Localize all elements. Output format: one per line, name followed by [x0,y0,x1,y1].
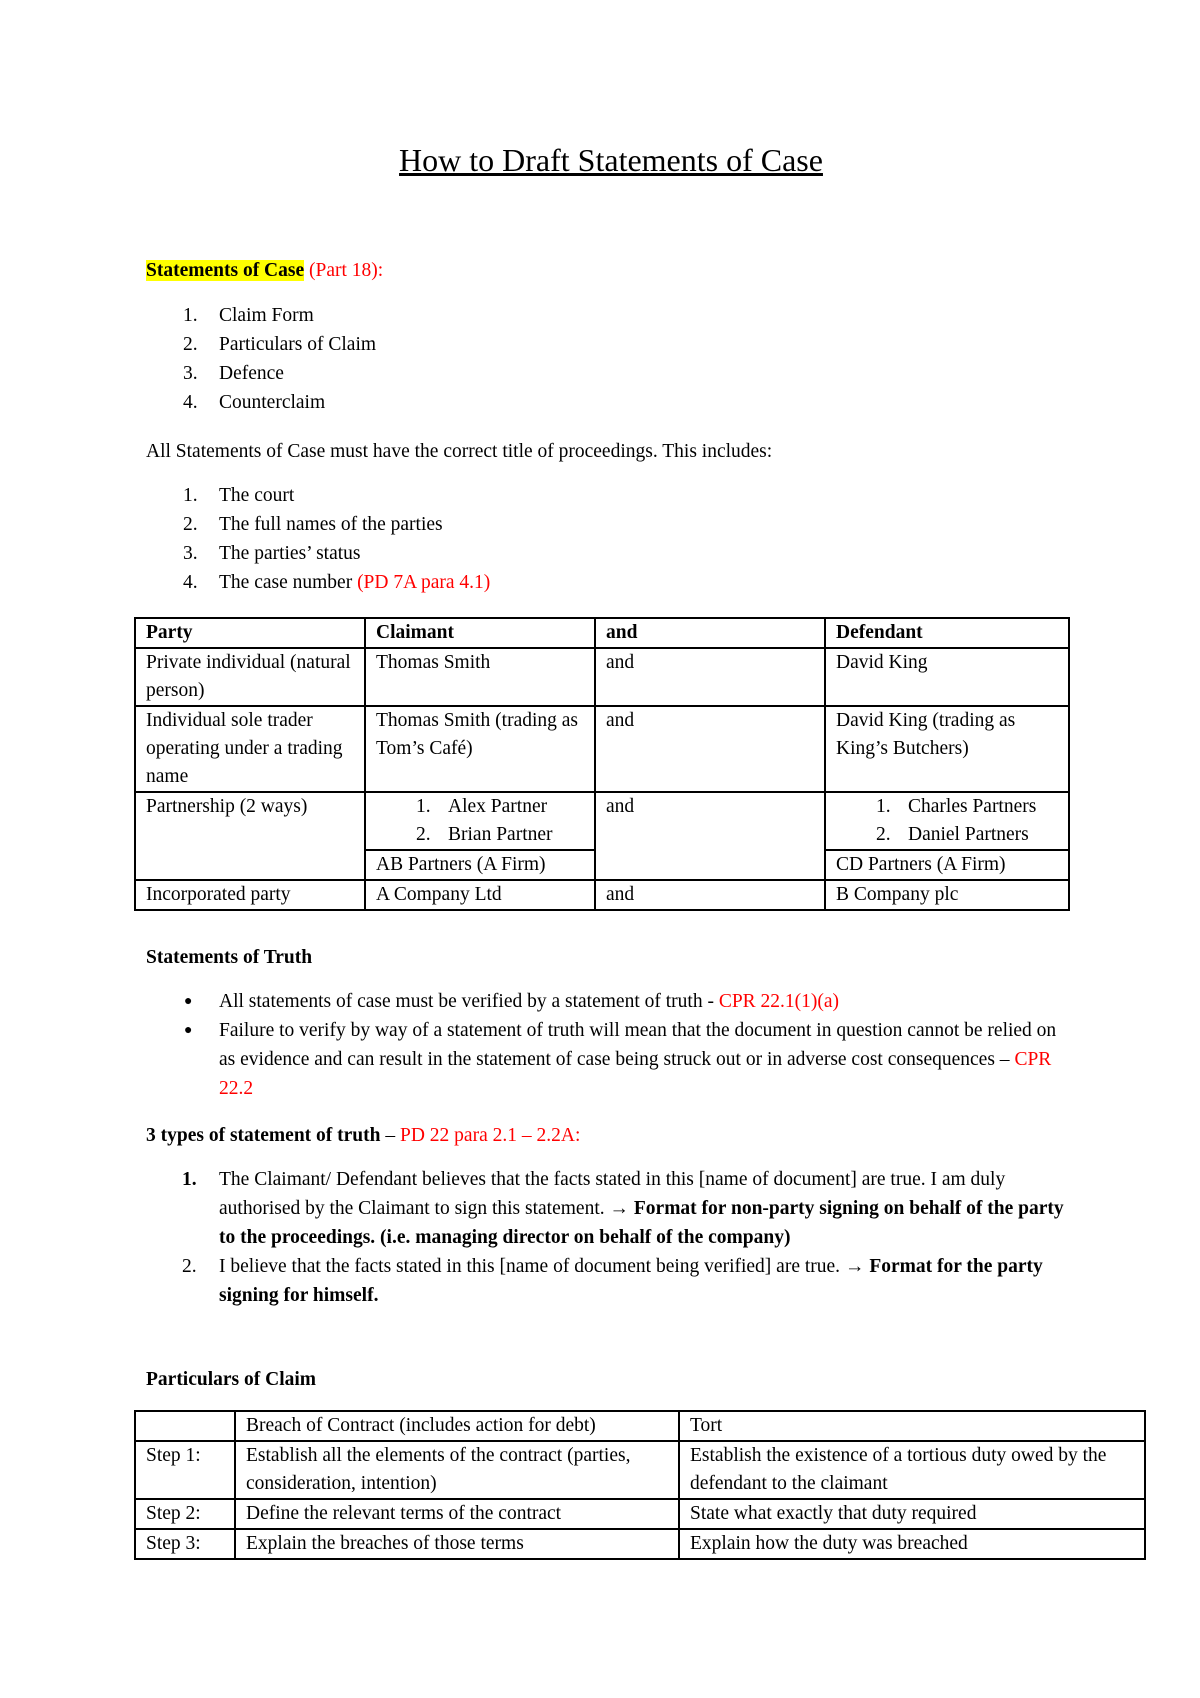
table-cell: Step 3: [135,1529,235,1559]
table-cell: David King [825,648,1069,706]
table-row [135,1499,1145,1529]
table-row [135,1529,1145,1559]
list-item: ● All statements of case must be verified by a statement of truth - CPR 22.1(1)(a) [146,987,1076,1016]
arrow-right-icon: → [844,1256,865,1277]
page-title: How to Draft Statements of Case [399,142,823,178]
title-proc-list [146,481,1076,597]
types-heading: 3 types of statement of truth [146,1125,381,1146]
table-row [135,1441,1145,1499]
truth-heading: Statements of Truth [146,947,313,968]
parties-table [134,617,1070,911]
table-header-row [135,1411,1145,1441]
table-header-cell: Tort [679,1411,1145,1441]
table-cell: Explain the breaches of those terms [235,1529,679,1559]
list-item: 2. Particulars of Claim [183,334,377,355]
list-item: 3. The parties’ status [183,543,361,564]
table-cell: AB Partners (A Firm) [365,850,595,880]
table-header-cell: Claimant [365,618,595,648]
bullet-icon: ● [184,1023,193,1038]
truth-ref: CPR 22.1(1)(a) [718,991,840,1012]
case-number-ref: (PD 7A para 4.1) [357,572,491,593]
table-cell: Individual sole trader operating under a trading name [135,706,365,792]
table-cell [365,792,595,850]
list-item: 2. The full names of the parties [183,514,443,535]
table-row [135,706,1069,792]
table-row [135,880,1069,910]
list-item: 4. Counterclaim [183,392,326,413]
table-header-cell: Breach of Contract (includes action for debt) [235,1411,679,1441]
table-header-cell: and [595,618,825,648]
list-item: 1. Charles Partners [876,796,1037,817]
poc-heading: Particulars of Claim [146,1369,317,1390]
types-list [146,1165,1076,1310]
table-header-cell [135,1411,235,1441]
poc-table [134,1410,1146,1560]
table-header-cell: Defendant [825,618,1069,648]
types-ref: PD 22 para 2.1 – 2.2A: [400,1125,581,1146]
list-item: 2. I believe that the facts stated in this [name of document being verified] are true. → Format for the party signing for himself. [182,1256,1043,1306]
table-header-cell: Party [135,618,365,648]
table-cell: Thomas Smith [365,648,595,706]
list-item: 2. Daniel Partners [876,824,1029,845]
list-item: 3. Defence [183,363,284,384]
table-cell: and [595,880,825,910]
soc-list [146,301,1076,417]
table-cell [825,792,1069,850]
list-item: 1. The Claimant/ Defendant believes that the facts stated in this [name of document] are true. I am duly authorised by the Claimant to sign this statement. → Format for non-party signing on behalf of the party to the proceedings. (i.e. managing director on behalf of the company) [182,1169,1064,1248]
table-cell: A Company Ltd [365,880,595,910]
truth-ref: CPR 22.2 [219,1049,1052,1099]
table-cell: and [595,706,825,792]
table-cell: and [595,792,825,880]
truth-list [146,987,1076,1103]
table-cell: David King (trading as King’s Butchers) [825,706,1069,792]
soc-heading: Statements of Case [146,260,305,281]
list-item: 1. The court [183,485,295,506]
list-item: 1. Claim Form [183,305,314,326]
soc-ref: (Part 18): [309,260,384,281]
table-cell: B Company plc [825,880,1069,910]
bullet-icon: ● [184,994,193,1009]
table-header-row [135,618,1069,648]
table-cell: Establish all the elements of the contract (parties, consideration, intention) [235,1441,679,1499]
table-row [135,792,1069,850]
table-cell: Step 1: [135,1441,235,1499]
table-cell: Private individual (natural person) [135,648,365,706]
table-cell: State what exactly that duty required [679,1499,1145,1529]
title-proc-intro: All Statements of Case must have the correct title of proceedings. This includes: [146,441,773,462]
table-cell: Define the relevant terms of the contract [235,1499,679,1529]
table-cell: Establish the existence of a tortious duty owed by the defendant to the claimant [679,1441,1145,1499]
list-item: 2. Brian Partner [416,824,553,845]
arrow-right-icon: → [609,1198,629,1219]
table-row [135,648,1069,706]
table-cell: Step 2: [135,1499,235,1529]
list-item: ● Failure to verify by way of a statement of truth will mean that the document in question cannot be relied on as evidence and can result in the statement of case being struck out or in adverse cost consequences – CPR 22.2 [146,1016,1076,1103]
table-cell: and [595,648,825,706]
table-cell: Explain how the duty was breached [679,1529,1145,1559]
list-item: 4. The case number (PD 7A para 4.1) [183,572,491,593]
soc-heading-line [146,256,1076,285]
table-cell: Partnership (2 ways) [135,792,365,880]
table-cell: Thomas Smith (trading as Tom’s Café) [365,706,595,792]
list-item: 1. Alex Partner [416,796,548,817]
types-heading-line: 3 types of statement of truth – PD 22 para 2.1 – 2.2A: [146,1125,581,1146]
table-cell: CD Partners (A Firm) [825,850,1069,880]
table-cell: Incorporated party [135,880,365,910]
